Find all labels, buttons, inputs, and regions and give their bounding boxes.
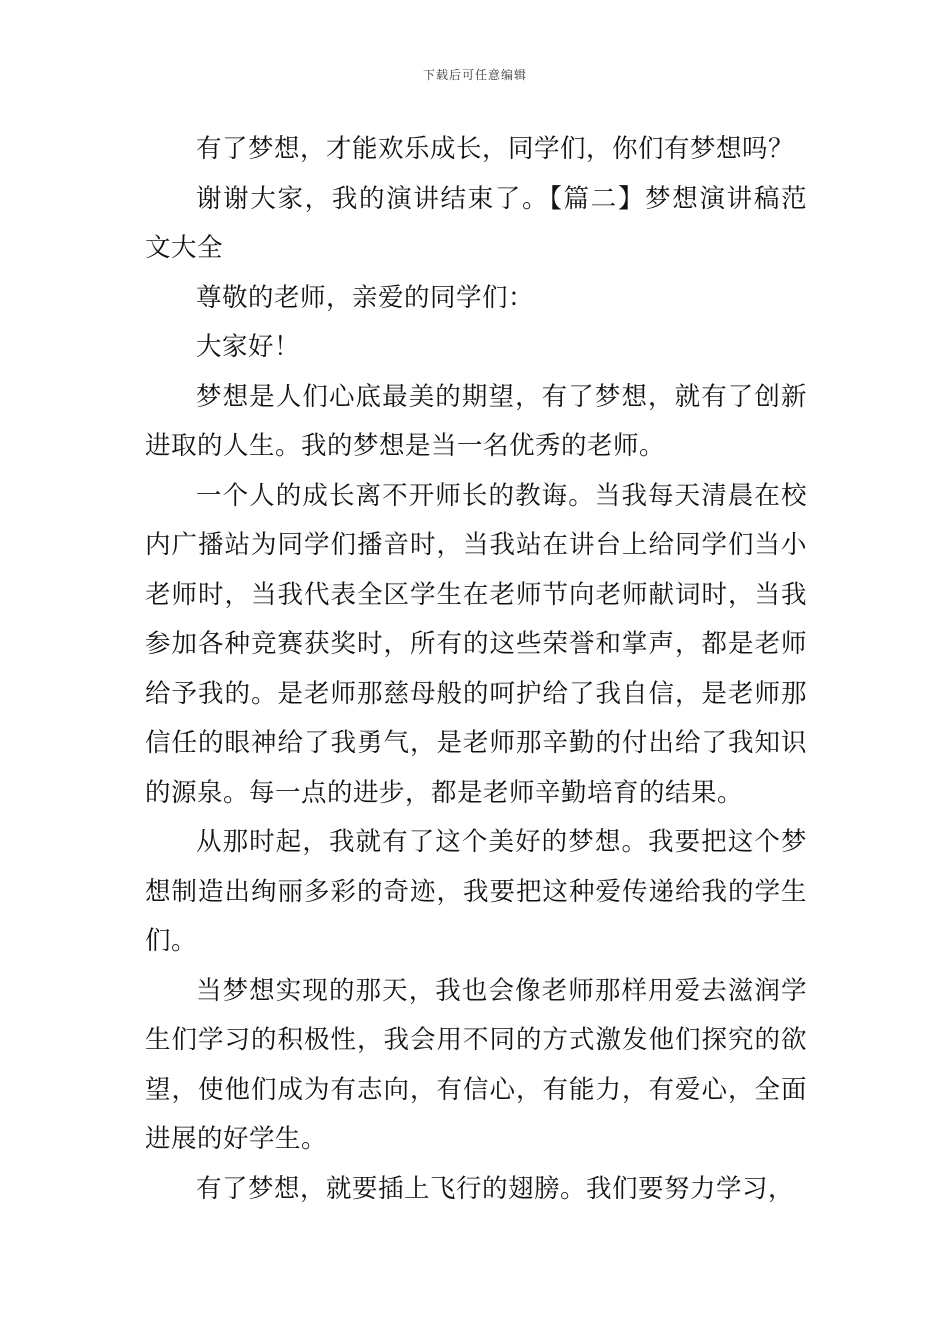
paragraph: 从那时起，我就有了这个美好的梦想。我要把这个梦想制造出绚丽多彩的奇迹，我要把这种爱传递给我的学生们。 bbox=[145, 827, 807, 956]
paragraph: 当梦想实现的那天，我也会像老师那样用爱去滋润学生们学习的积极性，我会用不同的方式激发他们探究的欲望，使他们成为有志向，有信心，有能力，有爱心，全面进展的好学生。 bbox=[145, 975, 807, 1154]
paragraph: 有了梦想，就要插上飞行的翅膀。我们要努力学习， bbox=[196, 1173, 795, 1204]
body-text bbox=[145, 125, 807, 1214]
paragraph: 大家好！ bbox=[196, 332, 301, 362]
header-note: 下载后可任意编辑 bbox=[422, 68, 527, 82]
paragraph: 梦想是人们心底最美的期望，有了梦想，就有了创新进取的人生。我的梦想是当一名优秀的老师。 bbox=[145, 381, 807, 461]
paragraph: 谢谢大家，我的演讲结束了。【篇二】梦想演讲稿范文大全 bbox=[145, 183, 807, 263]
paragraph: 尊敬的老师，亲爱的同学们： bbox=[196, 282, 535, 313]
paragraph: 一个人的成长离不开师长的教诲。当我每天清晨在校内广播站为同学们播音时，当我站在讲台上给同学们当小老师时，当我代表全区学生在老师节向老师献词时，当我参加各种竞赛获奖时，所有的这些荣誉和掌声，都是老师给予我的。是老师那慈母般的呵护给了我自信，是老师那信任的眼神给了我勇气，是老师那辛勤的付出给了我知识的源泉。每一点的进步，都是老师辛勤培育的结果。 bbox=[145, 480, 807, 808]
paragraph: 有了梦想，才能欢乐成长，同学们，你们有梦想吗？ bbox=[196, 134, 795, 164]
